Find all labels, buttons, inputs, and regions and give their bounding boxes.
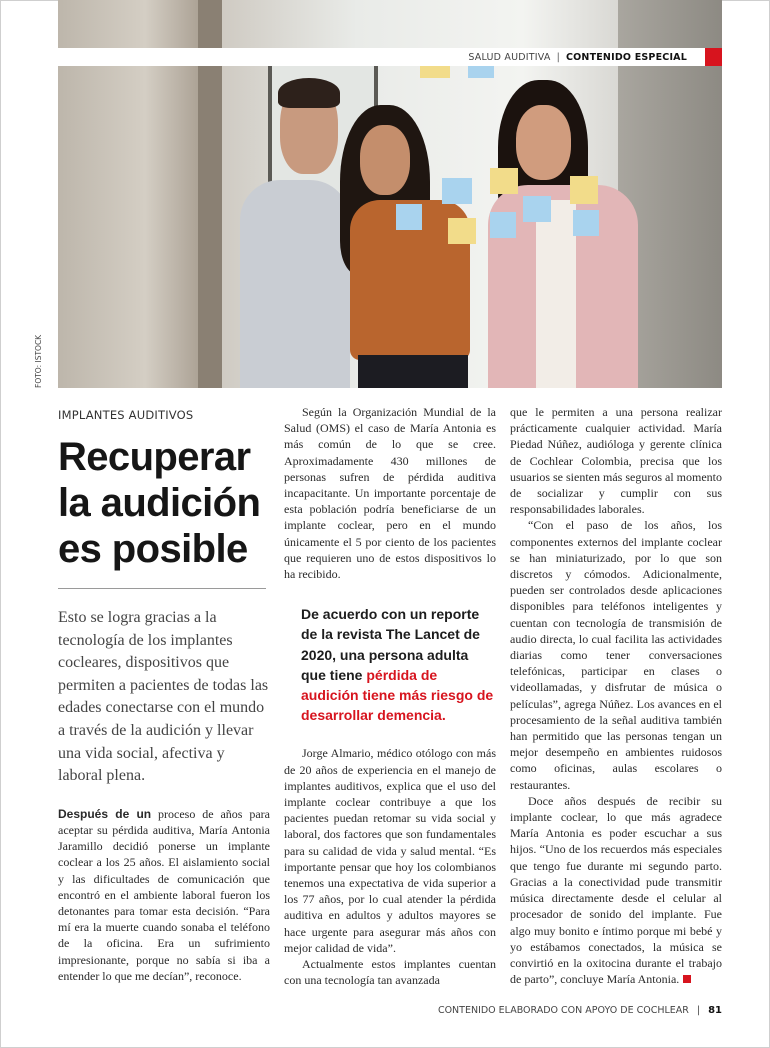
paragraph [58,806,270,984]
sticky-note [573,210,599,236]
person-woman1-pants [358,355,468,388]
page-footer [0,1005,722,1016]
divider [58,588,266,589]
pull-quote-highlight: pérdida de audición tiene más riesgo de desarrollar demencia. [301,666,494,724]
column-1 [58,404,270,984]
sticky-note [396,204,422,230]
person-man-hair [278,78,340,108]
sticky-note [468,66,494,78]
footer-credit: CONTENIDO ELABORADO CON APOYO DE COCHLEAR [437,1005,689,1016]
column-3 [510,404,722,987]
paragraph [510,793,722,987]
column-2-bottom [284,745,496,988]
paragraph: “Con el paso de los años, los componentes externos del implante coclear se han miniaturizado, por lo que son discretos y cómodos. Adicionalmente, pueden ser controlados desde aplicaciones disponibles para teléfonos inteligentes y cuentan con tecnología de transmisión de audio directa, lo cual facilita las actividades diarias como tener conversaciones telefónicas, participar en clases o videollamadas, y disfrutar de música o películas”, agrega Núñez. Los avances en el procesamiento de la señal auditiva también han permitido que las personas tengan un mejor desempeño en ambientes ruidosos como oficinas, aulas escolares o restaurantes. [510,518,722,792]
paragraph-text: Doce años después de recibir su implante coclear, lo que más agradece María Antonia es poder escuchar a sus hijos. “Uno de los recuerdos más especiales que tengo fue durante mi segundo parto. Gracias a la conectividad pude transmitir música directamente desde el celular al procesador de sonido del implante. Fue algo muy bonito e íntimo porque mi bebé y yo estábamos conectados, la música se convirtió en la oxitocina durante el trabajo de parto”, concluye María Antonia. [510,793,722,987]
person-woman2-face [516,105,571,180]
footer-separator: | [696,1005,701,1016]
paragraph: Según la Organización Mundial de la Salud (OMS) el caso de María Antonia es más común de lo que se cree. Aproximadamente 430 millones de personas sufren de pérdida auditiva incapacitante. Un importante porcentaje de esta población podría beneficiarse de un implante coclear, pero en el mundo únicamente el 5 por ciento de los pacientes que requieren uno de estos dispositivos lo ha recibido. [284,405,496,582]
column-1-text [58,806,270,984]
accent-square [705,48,722,66]
article-kicker: IMPLANTES AUDITIVOS [58,408,194,422]
column-2-top [284,404,496,582]
sticky-note [420,66,450,78]
person-woman2-shirt [536,200,576,388]
article-title: Recuperar la audición es posible [58,435,261,571]
pull-quote-text: De acuerdo con un reporte de la revista The Lancet de 2020, una persona adulta que tiene [301,606,480,683]
paragraph: que le permiten a una persona realizar prácticamente cualquier actividad. María Piedad Núñez, audióloga y gerente clínica de Cochlear Colombia, precisa que los usuarios se sienten más seguros al momento de socializar y cumplir con sus responsabilidades laborales. [510,405,722,517]
sticky-note [442,178,472,204]
sticky-note [490,168,518,194]
pull-quote [301,604,496,725]
article-body [58,404,722,989]
sticky-note [490,212,516,238]
section-name: SALUD AUDITIVA [468,51,551,63]
page-number: 81 [708,1005,722,1016]
section-header [58,48,705,66]
end-mark-icon [683,975,691,983]
column-2 [284,404,496,989]
person-man-shirt [240,180,350,388]
section-label: CONTENIDO ESPECIAL [565,51,687,63]
photo-credit: FOTO: ISTOCK [34,334,43,388]
paragraph-text: proceso de años para aceptar su pérdida auditiva, María Antonia Jaramillo decidió ponerse un implante coclear a los 25 años. El aislamiento social y las dificultades de comunicación que encontró en el ambiente laboral fueron los detonantes para tomar esta decisión. “Para mí era la muerte cuando sonaba el teléfono de la oficina. Era un sufrimiento impresionante, porque no sabía si iba a entender lo que me decían”, reconoce. [58,806,270,983]
article-deck: Esto se logra gracias a la tecnología de los implantes cocleares, dispositivos que permiten a pacientes de todas las edades conectarse con el mundo a través de la audición y llevar una vida social, afectiva y laboral plena. [58,609,269,785]
sticky-note [523,196,551,222]
lead-in: Después de un [58,806,152,821]
paragraph: Jorge Almario, médico otólogo con más de 20 años de experiencia en el manejo de implantes auditivos, explica que el uso del implante coclear contribuye a que los pacientes puedan retomar su vida social y laboral, dos factores que son fundamentales para su calidad de vida y salud mental. “Es importante pensar que hoy los colombianos tenemos una expectativa de vida superior a los 77 años, por lo cual atender la pérdida auditiva en adultos y adultos mayores se hace urgente para asegurar más años con mejor calidad de vida”. [284,746,496,955]
sticky-note [448,218,476,244]
person-woman1-face [360,125,410,195]
sticky-note [570,176,598,204]
header-separator: | [556,51,560,63]
paragraph: Actualmente estos implantes cuentan con una tecnología tan avanzada [284,957,496,988]
